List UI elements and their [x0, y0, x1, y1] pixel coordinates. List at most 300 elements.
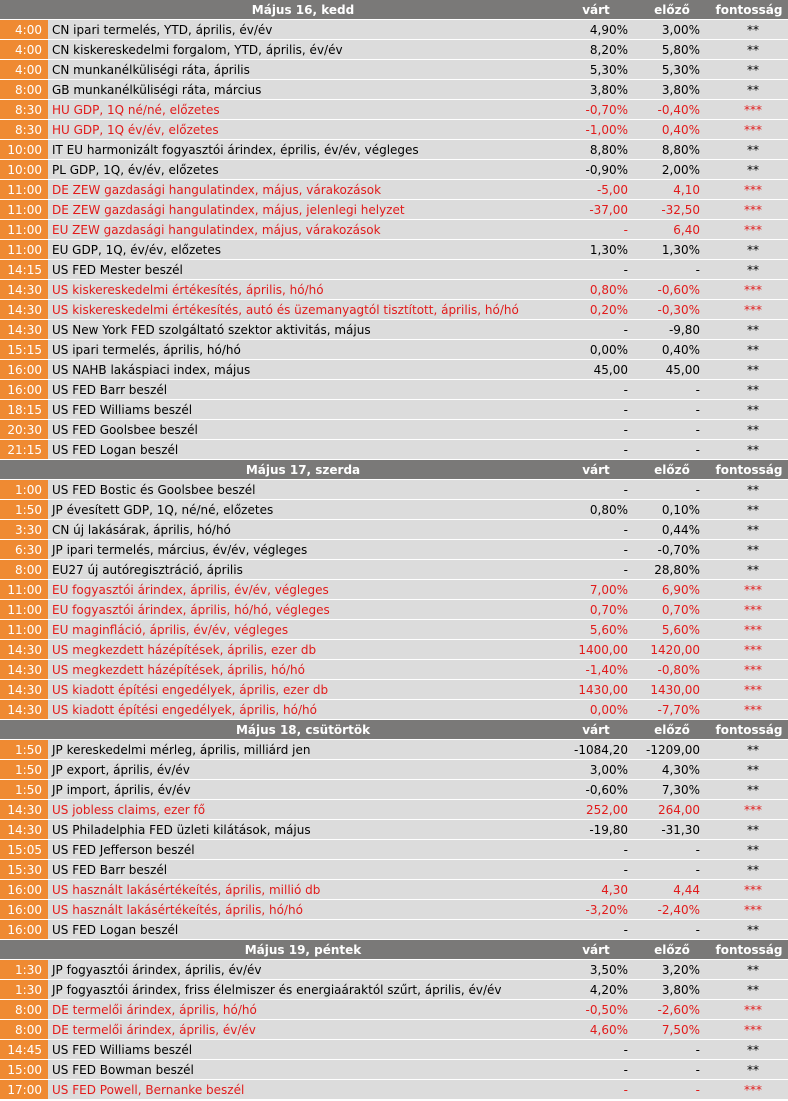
event-body: [48, 740, 788, 759]
event-expected: -: [623, 1043, 628, 1057]
event-previous: -32,50: [661, 203, 700, 217]
event-importance: ***: [744, 683, 762, 697]
event-title: US New York FED szolgáltató szektor aktivitás, május: [52, 323, 371, 337]
event-row: [0, 80, 788, 100]
event-previous: -: [695, 403, 700, 417]
event-body: [48, 360, 788, 379]
event-body: [48, 640, 788, 659]
event-importance: **: [747, 343, 759, 357]
event-title: CN kiskereskedelmi forgalom, YTD, április, év/év: [52, 43, 343, 57]
event-time: 14:15: [0, 260, 48, 279]
event-time: 14:30: [0, 320, 48, 339]
event-time: 14:30: [0, 640, 48, 659]
event-expected: -: [623, 423, 628, 437]
day-title: Május 16, kedd: [251, 3, 355, 17]
event-expected: -: [623, 563, 628, 577]
event-title: DE ZEW gazdasági hangulatindex, május, várakozások: [52, 183, 382, 197]
event-expected: 0,20%: [589, 303, 628, 317]
event-body: [48, 120, 788, 139]
event-previous: 7,30%: [661, 783, 700, 797]
event-time: 11:00: [0, 220, 48, 239]
event-title: US megkezdett házépítések, április, hó/hó: [52, 663, 305, 677]
event-time: 20:30: [0, 420, 48, 439]
event-importance: ***: [744, 803, 762, 817]
column-expected-header: várt: [582, 723, 610, 737]
event-row: [0, 900, 788, 920]
event-expected: 1400,00: [578, 643, 628, 657]
event-previous: -: [695, 1043, 700, 1057]
event-title: US kiskereskedelmi értékesítés, autó és üzemanyagtól tisztított, április, hó/hó: [52, 303, 519, 317]
event-previous: 5,60%: [661, 623, 700, 637]
event-importance: ***: [744, 1003, 762, 1017]
event-body: [48, 200, 788, 219]
event-importance: **: [747, 423, 759, 437]
event-previous: -: [695, 843, 700, 857]
event-body: [48, 820, 788, 839]
event-importance: **: [747, 383, 759, 397]
event-title: US FED Barr beszél: [52, 863, 168, 877]
event-importance: ***: [744, 1023, 762, 1037]
event-row: [0, 200, 788, 220]
event-time: 16:00: [0, 880, 48, 899]
event-importance: ***: [744, 103, 762, 117]
event-previous: -0,30%: [657, 303, 700, 317]
event-previous: -: [695, 383, 700, 397]
event-previous: 3,20%: [661, 963, 700, 977]
event-title: HU GDP, 1Q év/év, előzetes: [52, 123, 219, 137]
event-title: CN munkanélküliségi ráta, április: [52, 63, 250, 77]
event-importance: **: [747, 763, 759, 777]
event-importance: ***: [744, 123, 762, 137]
day-header: [0, 460, 788, 480]
event-row: [0, 380, 788, 400]
event-row: [0, 660, 788, 680]
event-expected: 3,50%: [589, 963, 628, 977]
event-body: [48, 100, 788, 119]
event-importance: ***: [744, 223, 762, 237]
event-time: 16:00: [0, 920, 48, 939]
event-time: 1:50: [0, 500, 48, 519]
event-row: [0, 300, 788, 320]
event-importance: **: [747, 1043, 759, 1057]
event-time: 8:00: [0, 1000, 48, 1019]
event-row: [0, 180, 788, 200]
event-importance: ***: [744, 643, 762, 657]
event-title: EU fogyasztói árindex, április, hó/hó, végleges: [52, 603, 330, 617]
event-title: HU GDP, 1Q né/né, előzetes: [52, 103, 220, 117]
event-title: PL GDP, 1Q, év/év, előzetes: [52, 163, 219, 177]
event-row: [0, 140, 788, 160]
event-previous: -9,80: [668, 323, 700, 337]
event-expected: -: [623, 323, 628, 337]
event-title: US FED Williams beszél: [52, 1043, 193, 1057]
column-expected-header: várt: [582, 3, 610, 17]
event-previous: -: [695, 1083, 700, 1097]
event-row: [0, 600, 788, 620]
event-expected: 4,60%: [589, 1023, 628, 1037]
event-body: [48, 700, 788, 719]
event-importance: ***: [744, 883, 762, 897]
event-time: 11:00: [0, 240, 48, 259]
column-previous-header: előző: [654, 723, 690, 737]
event-time: 10:00: [0, 160, 48, 179]
event-body: [48, 1020, 788, 1039]
header-time-spacer: [0, 720, 48, 739]
event-previous: 2,00%: [661, 163, 700, 177]
event-previous: 0,40%: [661, 343, 700, 357]
event-title: US FED Goolsbee beszél: [52, 423, 198, 437]
event-importance: **: [747, 863, 759, 877]
event-importance: **: [747, 263, 759, 277]
event-row: [0, 480, 788, 500]
event-row: [0, 800, 788, 820]
event-row: [0, 160, 788, 180]
event-time: 11:00: [0, 620, 48, 639]
event-body: [48, 540, 788, 559]
event-previous: -7,70%: [657, 703, 700, 717]
day-title: Május 17, szerda: [245, 463, 361, 477]
event-expected: 0,00%: [589, 343, 628, 357]
event-title: EU27 új autóregisztráció, április: [52, 563, 243, 577]
event-title: CN ipari termelés, YTD, április, év/év: [52, 23, 273, 37]
event-expected: -: [623, 923, 628, 937]
event-time: 11:00: [0, 600, 48, 619]
event-body: [48, 180, 788, 199]
event-time: 14:30: [0, 800, 48, 819]
event-expected: -1084,20: [574, 743, 628, 757]
event-expected: 252,00: [586, 803, 628, 817]
event-row: [0, 60, 788, 80]
event-importance: ***: [744, 203, 762, 217]
event-time: 11:00: [0, 580, 48, 599]
event-time: 15:30: [0, 860, 48, 879]
event-title: US kiskereskedelmi értékesítés, április, hó/hó: [52, 283, 324, 297]
event-body: [48, 440, 788, 459]
event-row: [0, 260, 788, 280]
event-expected: -: [623, 523, 628, 537]
event-expected: -0,60%: [585, 783, 628, 797]
event-body: [48, 980, 788, 999]
event-body: [48, 960, 788, 979]
event-previous: 0,70%: [661, 603, 700, 617]
event-time: 11:00: [0, 180, 48, 199]
event-previous: 4,44: [673, 883, 700, 897]
event-title: EU ZEW gazdasági hangulatindex, május, várakozások: [52, 223, 381, 237]
event-previous: 6,90%: [661, 583, 700, 597]
event-time: 14:30: [0, 280, 48, 299]
event-previous: 6,40: [673, 223, 700, 237]
event-body: [48, 80, 788, 99]
event-time: 8:00: [0, 80, 48, 99]
event-title: US Philadelphia FED üzleti kilátások, május: [52, 823, 311, 837]
event-expected: 1430,00: [578, 683, 628, 697]
event-expected: -: [623, 543, 628, 557]
event-expected: 0,80%: [589, 503, 628, 517]
event-row: [0, 1080, 788, 1100]
event-body: [48, 520, 788, 539]
event-expected: -0,90%: [585, 163, 628, 177]
event-time: 14:30: [0, 820, 48, 839]
event-expected: -0,70%: [585, 103, 628, 117]
header-time-spacer: [0, 460, 48, 479]
event-row: [0, 220, 788, 240]
event-time: 1:30: [0, 960, 48, 979]
event-title: US FED Logan beszél: [52, 443, 179, 457]
event-title: US FED Bowman beszél: [52, 1063, 194, 1077]
event-row: [0, 420, 788, 440]
event-row: [0, 920, 788, 940]
event-importance: **: [747, 823, 759, 837]
event-time: 8:30: [0, 100, 48, 119]
event-expected: -5,00: [596, 183, 628, 197]
event-importance: **: [747, 483, 759, 497]
event-body: [48, 340, 788, 359]
event-previous: -: [695, 483, 700, 497]
event-expected: 8,80%: [589, 143, 628, 157]
event-expected: 0,80%: [589, 283, 628, 297]
event-row: [0, 880, 788, 900]
event-row: [0, 100, 788, 120]
event-expected: 4,90%: [589, 23, 628, 37]
event-importance: ***: [744, 183, 762, 197]
event-expected: 7,00%: [589, 583, 628, 597]
event-row: [0, 1000, 788, 1020]
event-title: IT EU harmonizált fogyasztói árindex, éprilis, év/év, végleges: [52, 143, 419, 157]
event-body: [48, 560, 788, 579]
event-title: JP import, április, év/év: [52, 783, 191, 797]
event-row: [0, 280, 788, 300]
column-importance-header: fontosság: [715, 723, 783, 737]
event-previous: 4,10: [673, 183, 700, 197]
event-importance: ***: [744, 283, 762, 297]
event-previous: -: [695, 923, 700, 937]
event-row: [0, 620, 788, 640]
event-previous: 264,00: [658, 803, 700, 817]
event-body: [48, 160, 788, 179]
event-expected: -: [623, 1063, 628, 1077]
event-expected: -: [623, 483, 628, 497]
event-previous: -2,40%: [657, 903, 700, 917]
event-body: [48, 380, 788, 399]
event-previous: 4,30%: [661, 763, 700, 777]
column-expected-header: várt: [582, 943, 610, 957]
event-previous: 1420,00: [650, 643, 700, 657]
event-row: [0, 980, 788, 1000]
event-importance: **: [747, 743, 759, 757]
event-previous: -2,60%: [657, 1003, 700, 1017]
event-previous: -0,60%: [657, 283, 700, 297]
event-previous: -31,30: [661, 823, 700, 837]
event-expected: -: [623, 403, 628, 417]
event-expected: 5,30%: [589, 63, 628, 77]
event-body: [48, 680, 788, 699]
event-importance: **: [747, 923, 759, 937]
event-title: JP ipari termelés, március, év/év, végleges: [52, 543, 308, 557]
event-row: [0, 500, 788, 520]
event-expected: 0,70%: [589, 603, 628, 617]
event-body: [48, 580, 788, 599]
event-time: 1:00: [0, 480, 48, 499]
event-expected: 3,80%: [589, 83, 628, 97]
event-expected: -19,80: [589, 823, 628, 837]
column-expected-header: várt: [582, 463, 610, 477]
event-previous: -0,40%: [657, 103, 700, 117]
event-row: [0, 520, 788, 540]
event-previous: 0,10%: [661, 503, 700, 517]
event-previous: 3,80%: [661, 983, 700, 997]
event-row: [0, 580, 788, 600]
event-expected: 4,20%: [589, 983, 628, 997]
event-row: [0, 440, 788, 460]
event-time: 16:00: [0, 900, 48, 919]
event-body: [48, 400, 788, 419]
event-time: 1:30: [0, 980, 48, 999]
event-time: 15:15: [0, 340, 48, 359]
event-title: US kiadott építési engedélyek, április, ezer db: [52, 683, 329, 697]
event-row: [0, 320, 788, 340]
event-expected: -0,50%: [585, 1003, 628, 1017]
day-title: Május 18, csütörtök: [235, 723, 371, 737]
event-importance: **: [747, 503, 759, 517]
event-time: 14:30: [0, 660, 48, 679]
event-expected: -37,00: [589, 203, 628, 217]
event-body: [48, 760, 788, 779]
event-previous: 5,30%: [661, 63, 700, 77]
event-row: [0, 240, 788, 260]
event-expected: 45,00: [593, 363, 628, 377]
event-body: [48, 60, 788, 79]
event-title: CN új lakásárak, április, hó/hó: [52, 523, 231, 537]
event-body: [48, 240, 788, 259]
column-importance-header: fontosság: [715, 463, 783, 477]
event-body: [48, 260, 788, 279]
event-row: [0, 1040, 788, 1060]
event-body: [48, 800, 788, 819]
event-importance: **: [747, 143, 759, 157]
event-title: US FED Bostic és Goolsbee beszél: [52, 483, 256, 497]
event-row: [0, 740, 788, 760]
event-expected: -: [623, 263, 628, 277]
event-importance: ***: [744, 303, 762, 317]
event-title: US FED Mester beszél: [52, 263, 183, 277]
event-expected: -1,00%: [585, 123, 628, 137]
event-body: [48, 860, 788, 879]
event-row: [0, 640, 788, 660]
event-time: 4:00: [0, 40, 48, 59]
event-time: 8:30: [0, 120, 48, 139]
event-title: JP export, április, év/év: [52, 763, 190, 777]
event-importance: **: [747, 403, 759, 417]
event-importance: **: [747, 443, 759, 457]
event-importance: **: [747, 63, 759, 77]
event-previous: -: [695, 1063, 700, 1077]
event-importance: ***: [744, 703, 762, 717]
event-time: 4:00: [0, 60, 48, 79]
event-title: US megkezdett házépítések, április, ezer db: [52, 643, 317, 657]
event-time: 15:00: [0, 1060, 48, 1079]
event-time: 3:30: [0, 520, 48, 539]
event-importance: **: [747, 983, 759, 997]
event-row: [0, 840, 788, 860]
event-previous: 3,80%: [661, 83, 700, 97]
event-expected: 0,00%: [589, 703, 628, 717]
event-title: US használt lakásértékeítés, április, hó/hó: [52, 903, 303, 917]
event-expected: 5,60%: [589, 623, 628, 637]
event-body: [48, 480, 788, 499]
event-row: [0, 40, 788, 60]
column-importance-header: fontosság: [715, 943, 783, 957]
event-row: [0, 780, 788, 800]
event-previous: 1,30%: [661, 243, 700, 257]
event-importance: ***: [744, 623, 762, 637]
event-expected: -3,20%: [585, 903, 628, 917]
event-importance: **: [747, 323, 759, 337]
event-body: [48, 600, 788, 619]
event-body: [48, 500, 788, 519]
event-row: [0, 360, 788, 380]
event-previous: 1430,00: [650, 683, 700, 697]
event-body: [48, 220, 788, 239]
event-row: [0, 120, 788, 140]
event-body: [48, 1000, 788, 1019]
column-previous-header: előző: [654, 463, 690, 477]
column-importance-header: fontosság: [715, 3, 783, 17]
event-previous: -: [695, 263, 700, 277]
event-time: 21:15: [0, 440, 48, 459]
event-body: [48, 300, 788, 319]
event-title: DE termelői árindex, április, hó/hó: [52, 1003, 257, 1017]
event-time: 11:00: [0, 200, 48, 219]
event-row: [0, 820, 788, 840]
event-importance: **: [747, 83, 759, 97]
event-previous: 5,80%: [661, 43, 700, 57]
event-time: 1:50: [0, 760, 48, 779]
event-importance: **: [747, 543, 759, 557]
event-time: 16:00: [0, 360, 48, 379]
event-body: [48, 40, 788, 59]
event-title: US használt lakásértékeítés, április, millió db: [52, 883, 321, 897]
header-time-spacer: [0, 940, 48, 959]
event-title: US FED Logan beszél: [52, 923, 179, 937]
event-title: JP fogyasztói árindex, friss élelmiszer és energiaáraktól szűrt, április, év/év: [52, 983, 502, 997]
event-time: 4:00: [0, 20, 48, 39]
event-time: 17:00: [0, 1080, 48, 1099]
event-row: [0, 540, 788, 560]
event-title: JP kereskedelmi mérleg, április, milliárd jen: [52, 743, 311, 757]
event-importance: **: [747, 243, 759, 257]
event-importance: **: [747, 843, 759, 857]
event-previous: -0,70%: [657, 543, 700, 557]
event-row: [0, 680, 788, 700]
event-body: [48, 880, 788, 899]
event-time: 1:50: [0, 740, 48, 759]
event-expected: -: [623, 443, 628, 457]
event-expected: -: [623, 223, 628, 237]
event-title: US kiadott építési engedélyek, április, hó/hó: [52, 703, 317, 717]
event-time: 16:00: [0, 380, 48, 399]
event-time: 8:00: [0, 1020, 48, 1039]
event-time: 14:45: [0, 1040, 48, 1059]
event-row: [0, 760, 788, 780]
event-time: 14:30: [0, 300, 48, 319]
event-importance: **: [747, 43, 759, 57]
event-expected: -: [623, 843, 628, 857]
event-title: EU maginfláció, április, év/év, végleges: [52, 623, 289, 637]
event-title: EU fogyasztói árindex, április, év/év, végleges: [52, 583, 329, 597]
event-time: 8:00: [0, 560, 48, 579]
event-title: DE termelői árindex, április, év/év: [52, 1023, 256, 1037]
event-importance: **: [747, 783, 759, 797]
